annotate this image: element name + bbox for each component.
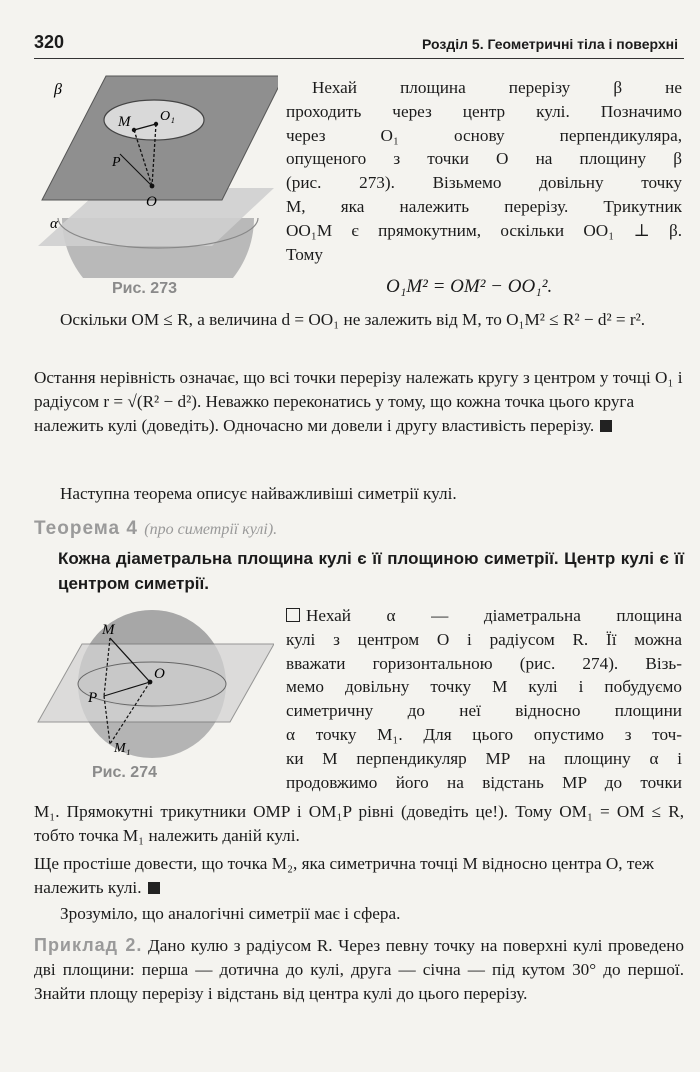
para1-line-5: (рис. 273). Візьмемо довільну точку [286,173,682,193]
qed-mark-2 [148,882,160,894]
page-number: 320 [34,32,65,52]
para5-line-1 [286,604,682,628]
proof-start-mark [286,608,300,622]
page-header [34,30,684,60]
label-beta: β [54,81,62,98]
para5-line-2: кулі з центром O і радіусом R. Її можна [286,629,682,649]
label-P-274: P [88,690,98,706]
para5-line-6: α точку M₁. Для цього опустимо з точ- [286,724,682,744]
para5-line-3: вважати горизонтальною (рис. 274). Візь- [286,653,682,673]
plane-alpha-274 [38,644,274,722]
para1-line-2: проходить через центр кулі. Позначимо [286,101,682,121]
para5-line-1-text: Нехай α — діаметральна площина [306,606,682,625]
para1-line-6: M, яка належить перерізу. Трикутник [286,196,682,216]
para6-text: Ще простіше довести, що точка M₂, яка симетрична точці M відносно центра O, теж належить кулі. [34,854,654,897]
para1-line-1: Нехай площина перерізу β не [312,78,682,97]
para5-line-7: ки M перпендикуляр MP на площину α і [286,748,682,768]
example-label: Приклад 2. [34,935,143,955]
paragraph-intro [286,76,682,266]
figure-274-caption: Рис. 274 [92,764,157,781]
para1-line-3: через O₁ основу перпендикуляра, [286,125,682,145]
point-O [150,184,155,189]
formula-o1m: O₁M² = OM² − OO₁². [386,276,553,297]
example-block [34,934,684,1005]
para5-line-4: мемо довільну точку M кулі і побудуємо [286,677,682,697]
para1-line-7: OO₁M є прямокутним, оскільки OO₁ ⊥ β. [286,220,682,240]
label-P: P [112,155,121,170]
section-title: Розділ 5. Геометричні тіла і поверхні [422,36,678,52]
paragraph-proof-cont: M₁. Прямокутні трикутники OMP і OM₁P рівні (доведіть це!). Тому OM₁ = OM ≤ R, тобто точка M₁ належить даній кулі. [34,802,684,845]
header-rule [34,58,684,59]
paragraph-center-symmetry [34,852,684,900]
paragraph-sphere-note: Зрозуміло, що аналогічні симетрії має і сфера. [60,904,401,923]
paragraph-inequality: Оскільки OM ≤ R, а величина d = OO₁ не залежить від M, то O₁M² ≤ R² − d² = r². [60,310,646,329]
para1-line-4: опущеного з точки O на площину β [286,149,682,169]
paragraph-conclusion [34,366,684,437]
example-text: Дано кулю з радіусом R. Через певну точку на поверхні кулі проведено дві площини: перша — дотична до кулі, друга — січна — під кутом 30° до першої. Знайти площу перерізу і відстань від центра кулі до цього перерізу. [34,936,684,1003]
label-M1-274: M₁ [114,741,131,756]
figure-273 [34,68,278,278]
label-M: M [118,114,131,130]
label-M-274: M [102,622,115,638]
theorem-subtitle: (про симетрії кулі). [144,521,278,538]
qed-mark-1 [600,420,612,432]
label-alpha: α [50,216,58,232]
theorem-label: Теорема 4 [34,518,138,539]
paragraph-symmetry-lead: Наступна теорема описує найважливіші симетрії кулі. [60,484,457,503]
point-M [132,128,136,132]
point-O1 [154,122,158,126]
example-paragraph [34,934,684,1005]
para3-text: Остання нерівність означає, що всі точки перерізу належать кругу з центром у точці O₁ і радіусом r = √(R² − d²). Неважко переконатись у тому, що кожна точка цього круга належить кулі (доведіть). Одночасно ми довели і другу властивість перерізу. [34,368,683,435]
label-O1: O₁ [160,109,175,124]
para5-line-8: продовжимо його на відстань MP до точки [286,772,682,792]
figure-274 [34,604,274,764]
para5-line-5: симетричну до неї відносно площини [286,701,682,721]
theorem-statement: Кожна діаметральна площина кулі є її площиною симетрії. Центр кулі є її центром симетрії. [58,549,684,593]
para1-line-8: Тому [286,244,323,264]
figure-273-caption: Рис. 273 [112,280,177,297]
label-O-274: O [154,666,165,682]
label-O: O [146,194,157,210]
theorem-heading [34,518,277,540]
paragraph-proof [286,604,682,794]
point-O-274 [148,680,153,685]
